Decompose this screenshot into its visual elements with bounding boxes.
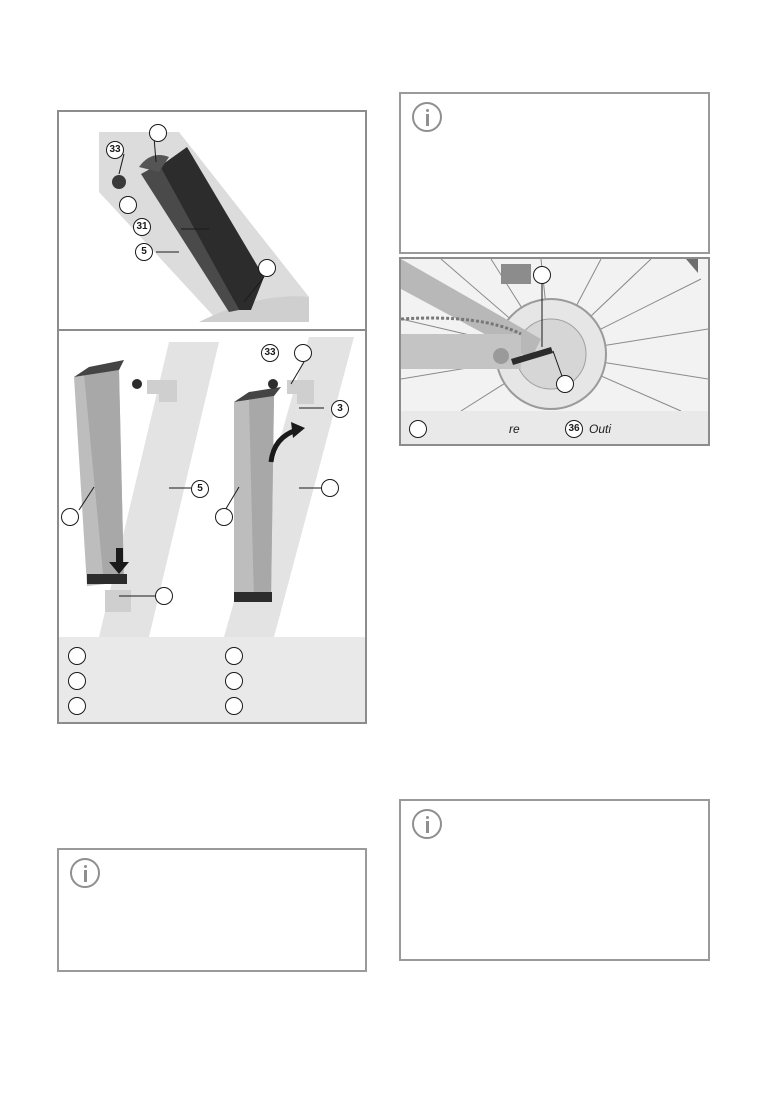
legend-marker — [68, 647, 86, 665]
callout-3: 3 — [331, 400, 349, 418]
info-icon — [412, 809, 442, 839]
legend-marker — [68, 672, 86, 690]
legend-marker — [225, 672, 243, 690]
legend-marker — [225, 697, 243, 715]
legend-marker — [225, 647, 243, 665]
callout-empty-bottom-2 — [321, 479, 339, 497]
callout-empty-bottom-4 — [215, 508, 233, 526]
info-note-right-bottom — [399, 799, 710, 961]
wheel-illustration — [401, 259, 708, 444]
callout-5: 5 — [135, 243, 153, 261]
info-note-left — [57, 848, 367, 972]
callout-36: 36 — [565, 420, 583, 438]
callout-31: 31 — [133, 218, 151, 236]
callout-empty-top-2 — [119, 196, 137, 214]
figure-legend — [59, 637, 365, 722]
battery-illustration — [59, 112, 365, 722]
info-icon — [412, 102, 442, 132]
legend-marker — [409, 420, 427, 438]
callout-5-bottom: 5 — [191, 480, 209, 498]
callout-empty-wheel-1 — [533, 266, 551, 284]
callout-33-bottom: 33 — [261, 344, 279, 362]
callout-empty-top-1 — [149, 124, 167, 142]
callout-empty-bottom-1 — [294, 344, 312, 362]
callout-empty-top-3 — [258, 259, 276, 277]
info-icon — [70, 858, 100, 888]
caption-fragment: Outi — [589, 422, 612, 436]
figure-battery-mounting — [57, 110, 367, 724]
callout-empty-wheel-2 — [556, 375, 574, 393]
info-note-right-top — [399, 92, 710, 254]
figure-rear-wheel — [399, 257, 710, 446]
callout-33: 33 — [106, 141, 124, 159]
callout-empty-bottom-5 — [155, 587, 173, 605]
caption-fragment: re — [509, 422, 520, 436]
legend-marker — [68, 697, 86, 715]
callout-empty-bottom-3 — [61, 508, 79, 526]
